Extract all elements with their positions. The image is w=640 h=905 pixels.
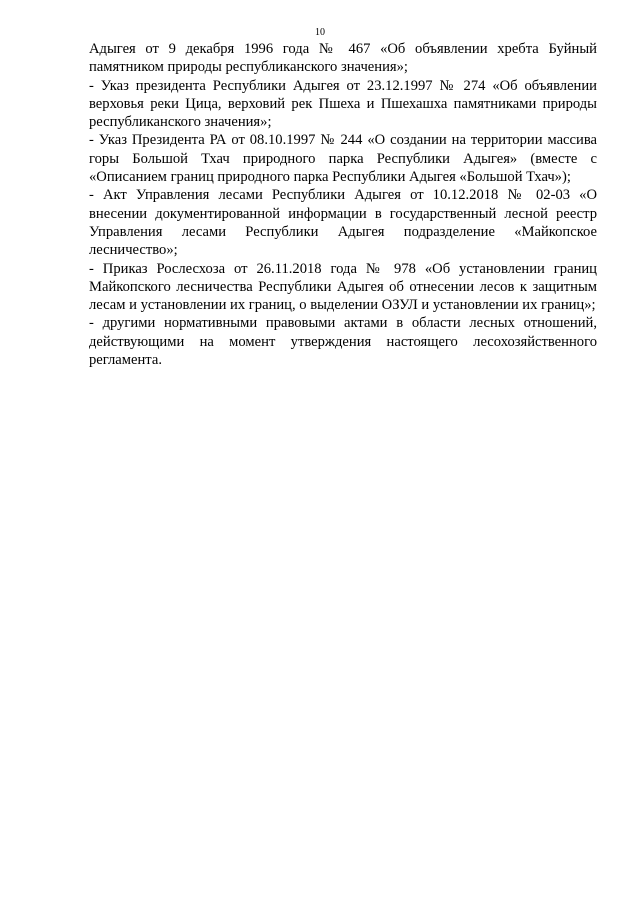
paragraph-decree-274: - Указ президента Республики Адыгея от 23.12.1997 № 274 «Об объявлении верховья реки Цица, верховий рек Пшеха и Пшехашха памятниками природы республиканского значения»;	[89, 77, 597, 131]
document-body	[89, 40, 597, 369]
paragraph-decree-244: - Указ Президента РА от 08.10.1997 № 244 «О создании на территории массива горы Большой Тхач природного парка Республики Адыгея» (вместе с «Описанием границ природного парка Республики Адыгея «Большой Тхач»);	[89, 132, 597, 186]
page-number: 10	[315, 27, 325, 38]
paragraph-order-978: - Приказ Рослесхоза от 26.11.2018 года № 978 «Об установлении границ Майкопского лесничества Республики Адыгея об отнесении лесов к защитным лесам и установлении их границ, о выделении ОЗУЛ и установлении их границ»;	[89, 260, 597, 314]
paragraph-act-02-03: - Акт Управления лесами Республики Адыгея от 10.12.2018 № 02-03 «О внесении документированной информации в государственный лесной реестр Управления лесами Республики Адыгея подразделение «Майкопское лесничество»;	[89, 187, 597, 259]
paragraph-buyny-ridge: Адыгея от 9 декабря 1996 года № 467 «Об объявлении хребта Буйный памятником природы республиканского значения»;	[89, 41, 597, 76]
paragraph-other-acts: - другими нормативными правовыми актами в области лесных отношений, действующими на момент утверждения настоящего лесохозяйственного регламента.	[89, 315, 597, 369]
